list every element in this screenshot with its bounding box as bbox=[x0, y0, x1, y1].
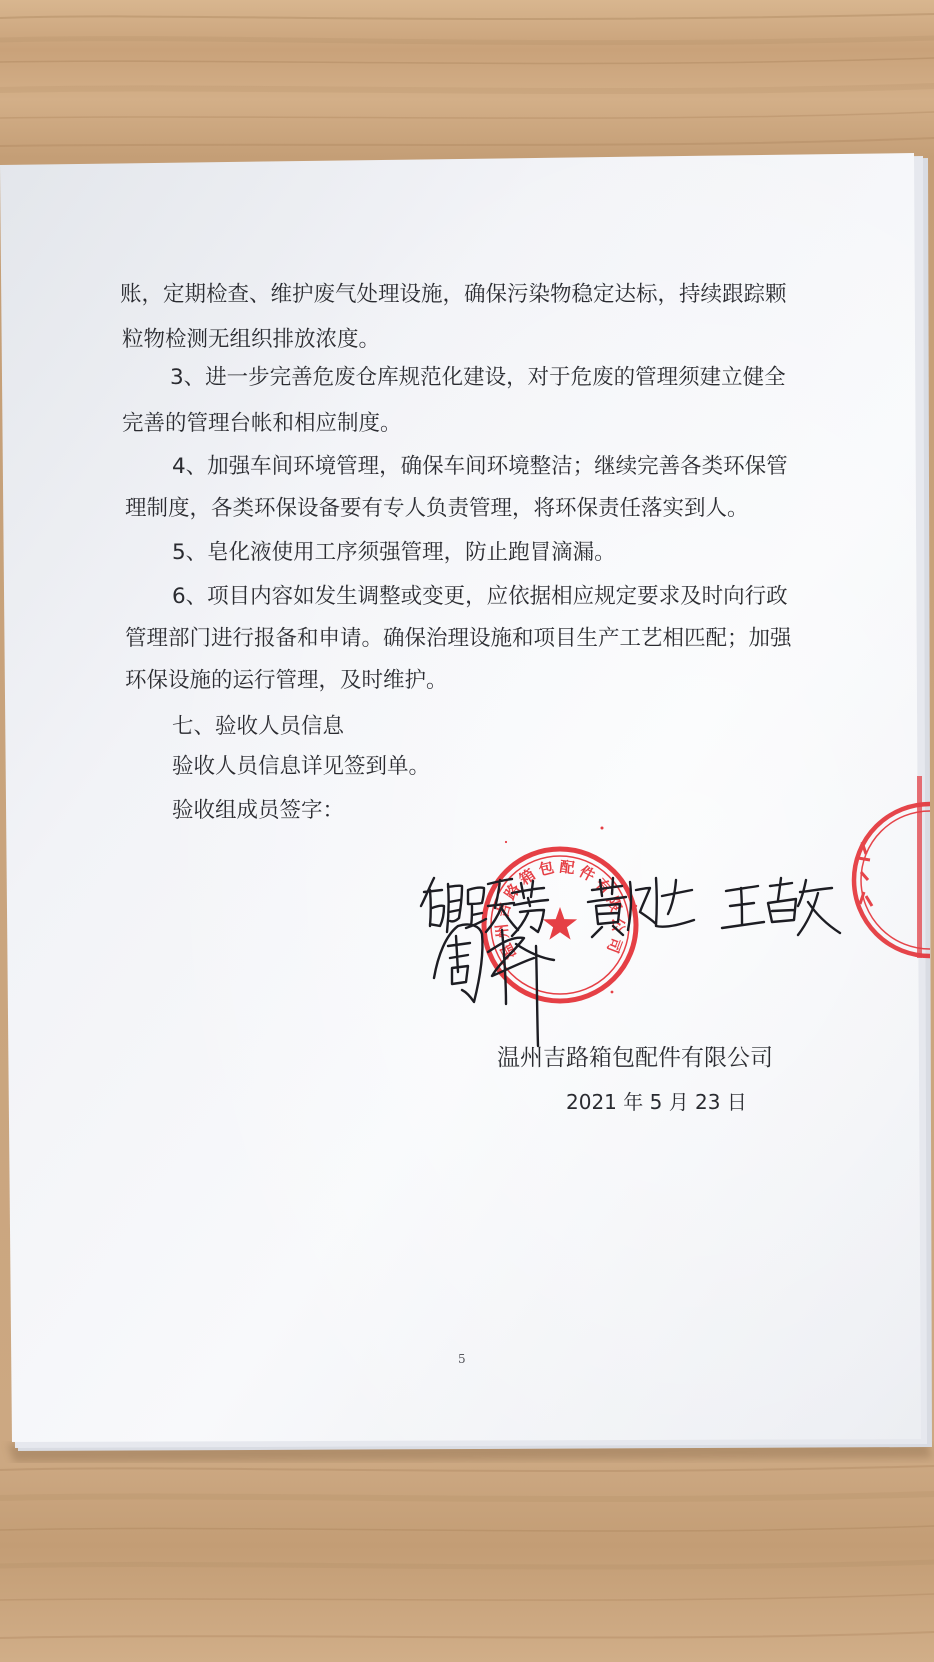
body-line-7: 5、皂化液使用工序须强管理，防止跑冒滴漏。 bbox=[172, 540, 616, 565]
section-heading: 七、验收人员信息 bbox=[172, 714, 345, 739]
body-line-4: 完善的管理台帐和相应制度。 bbox=[122, 411, 402, 436]
page-number: 5 bbox=[458, 1352, 466, 1366]
body-line-10: 环保设施的运行管理，及时维护。 bbox=[125, 668, 448, 693]
body-line-3: 3、进一步完善危废仓库规范化建设，对于危废的管理须建立健全 bbox=[170, 365, 786, 390]
body-line-6: 理制度，各类环保设备要有专人负责管理，将环保责任落实到人。 bbox=[125, 496, 749, 521]
company-name: 温州吉路箱包配件有限公司 bbox=[497, 1045, 773, 1071]
body-line-2: 粒物检测无组织排放浓度。 bbox=[122, 327, 381, 352]
body-line-1: 账，定期检查、维护废气处理设施，确保污染物稳定达标，持续跟踪颗 bbox=[120, 282, 787, 307]
body-line-5: 4、加强车间环境管理，确保车间环境整洁；继续完善各类环保管 bbox=[172, 454, 788, 479]
signature-label: 验收组成员签字： bbox=[172, 798, 345, 823]
body-line-8: 6、项目内容如发生调整或变更，应依据相应规定要求及时向行政 bbox=[172, 584, 788, 609]
body-line-9: 管理部门进行报备和申请。确保治理设施和项目生产工艺相匹配；加强 bbox=[125, 626, 792, 651]
document-date: 2021 年 5 月 23 日 bbox=[566, 1090, 747, 1114]
section-text: 验收人员信息详见签到单。 bbox=[172, 754, 431, 779]
seal-text: 温州吉路箱包配件有限公司 bbox=[492, 857, 628, 963]
